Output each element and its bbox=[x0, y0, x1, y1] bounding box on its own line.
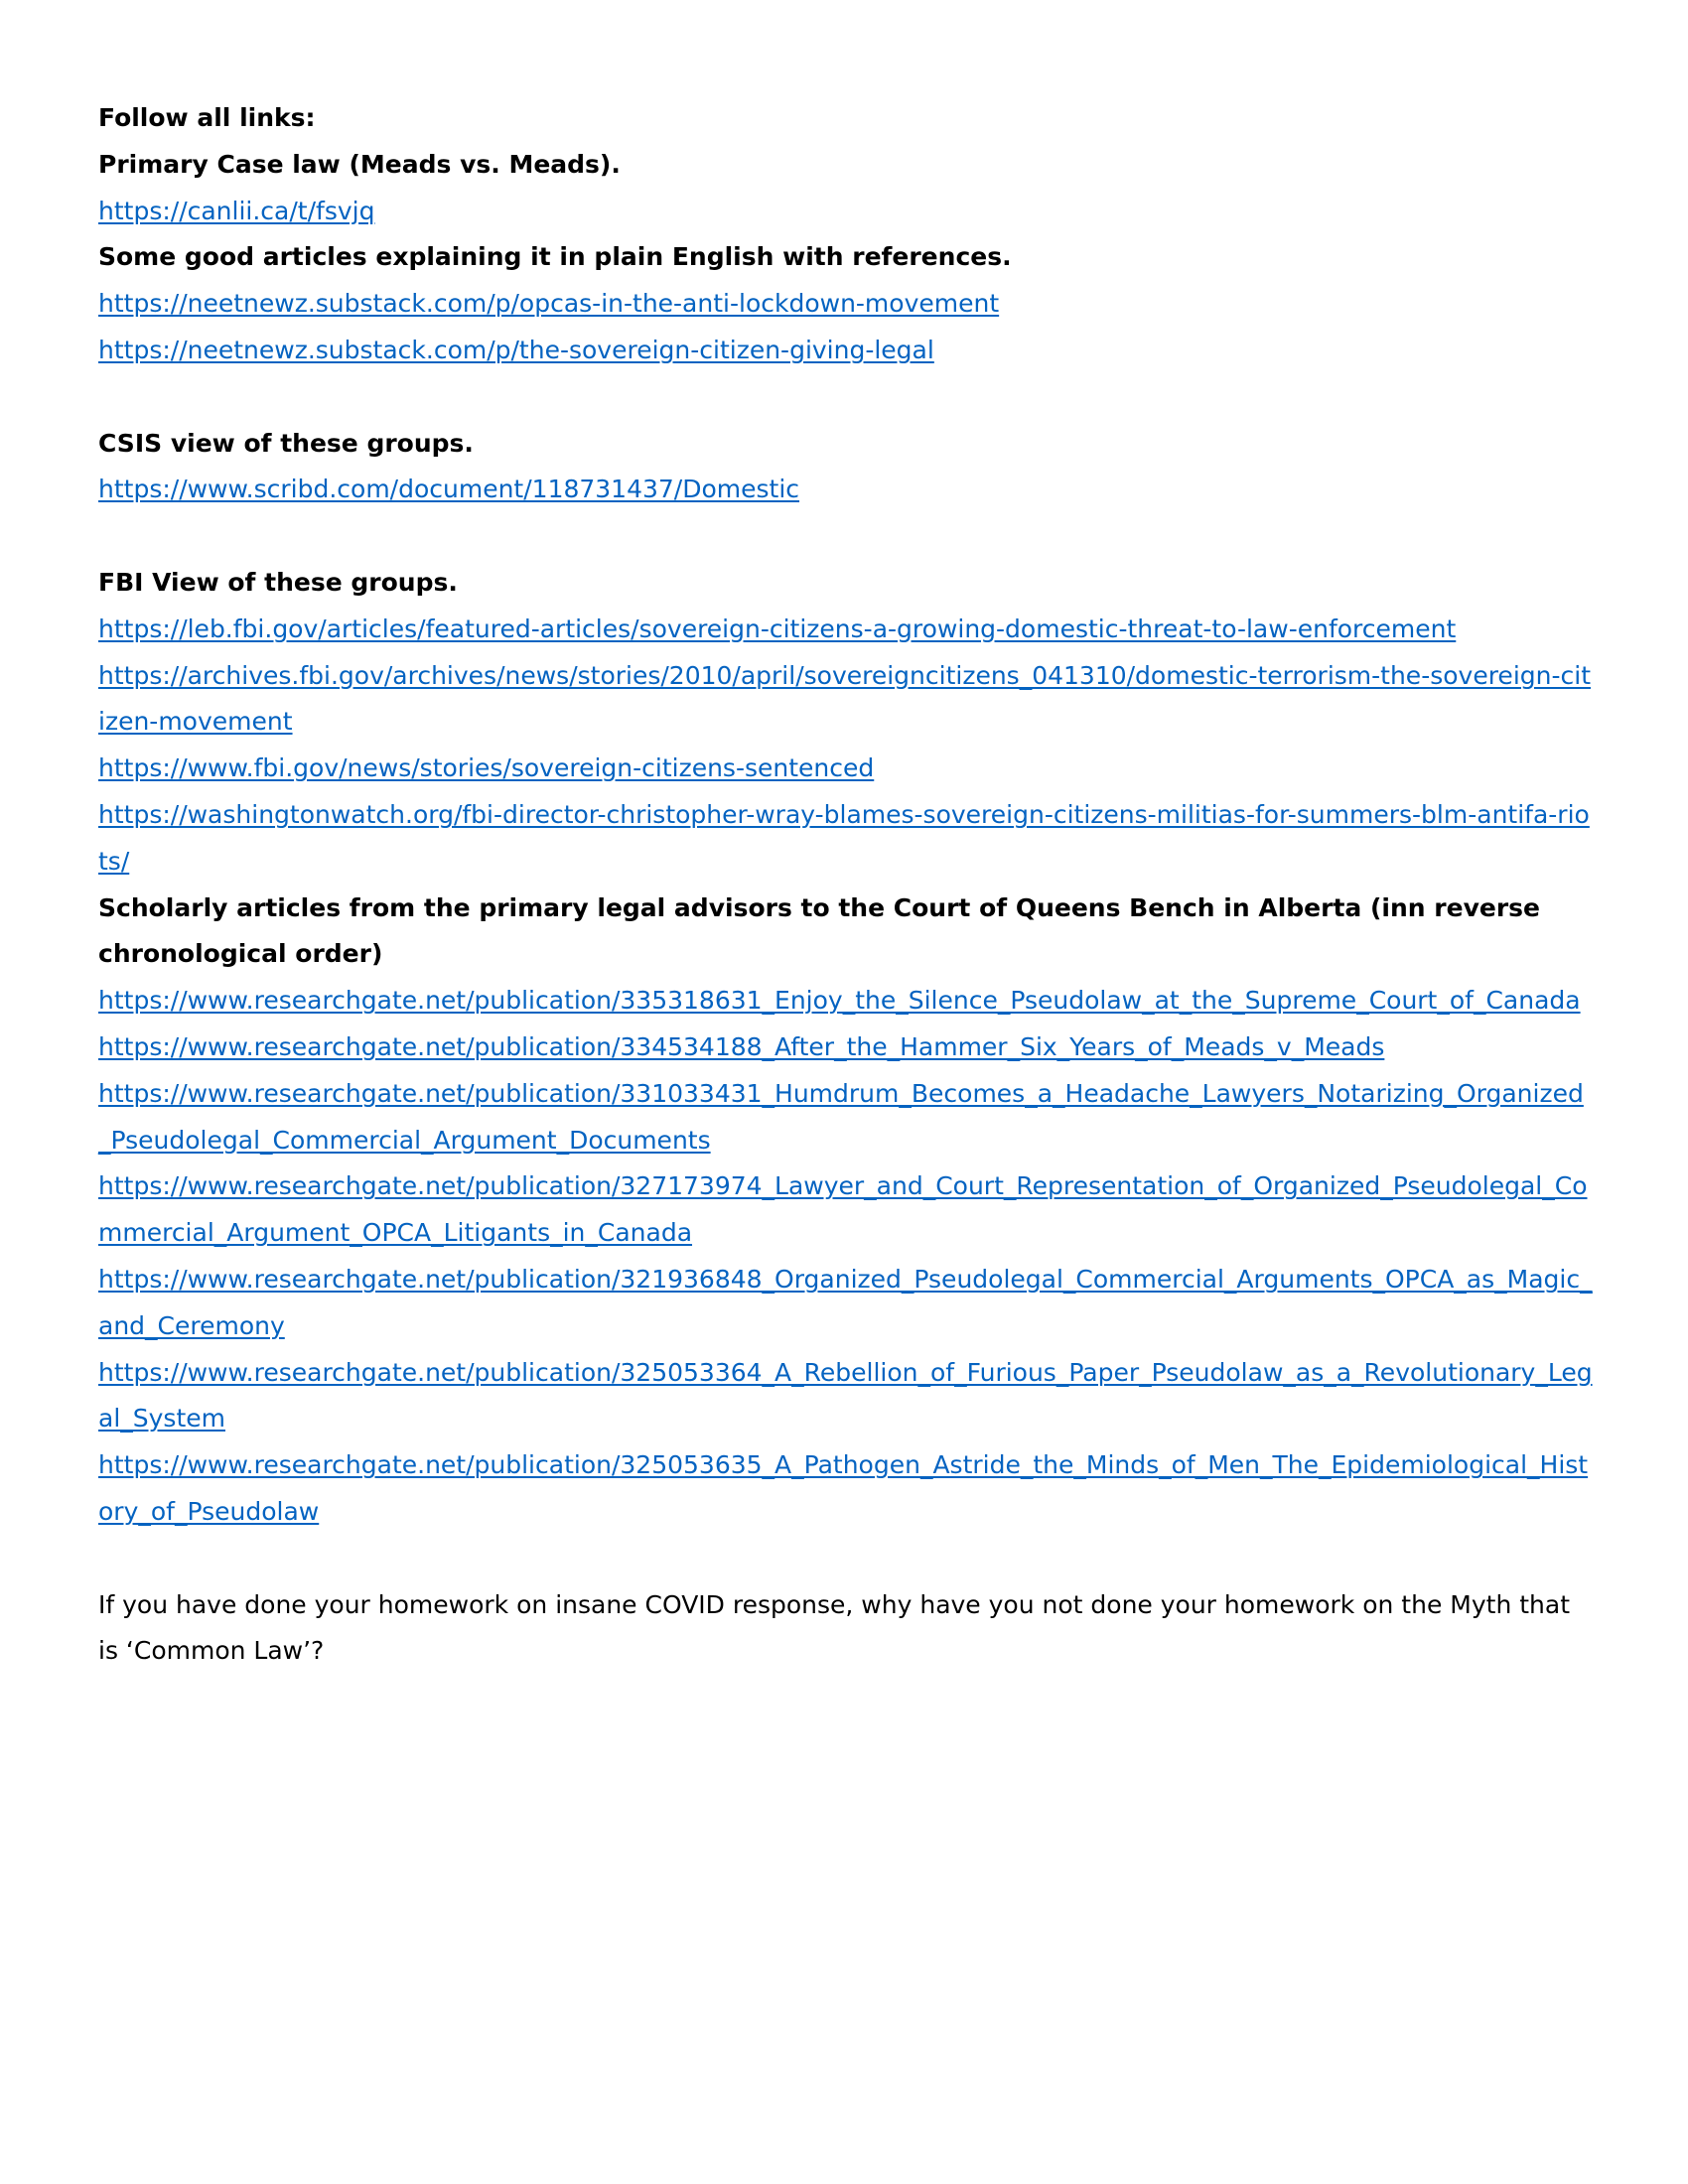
link-fbi-archives[interactable]: https://archives.fbi.gov/archives/news/stories/2010/april/sovereigncitizens_041310/domestic-terrorism-the-sovereign-citizen-movement bbox=[98, 660, 1591, 737]
blank-line bbox=[98, 513, 1593, 560]
link-researchgate-after-the-hammer[interactable]: https://www.researchgate.net/publication/334534188_After_the_Hammer_Six_Years_of_Meads_v_Meads bbox=[98, 1031, 1385, 1061]
heading-follow-links: Follow all links: bbox=[98, 103, 316, 132]
heading-fbi-view: FBI View of these groups. bbox=[98, 567, 458, 597]
blank-line bbox=[98, 374, 1593, 421]
link-washingtonwatch[interactable]: https://washingtonwatch.org/fbi-director-christopher-wray-blames-sovereign-citizens-militias-for-summers-blm-antifa-riots/ bbox=[98, 799, 1590, 876]
heading-primary-case-law: Primary Case law (Meads vs. Meads). bbox=[98, 149, 621, 179]
link-researchgate-rebellion[interactable]: https://www.researchgate.net/publication/325053364_A_Rebellion_of_Furious_Paper_Pseudolaw_as_a_Revolutionary_Legal_System bbox=[98, 1357, 1593, 1433]
link-neetnewz-sovereign[interactable]: https://neetnewz.substack.com/p/the-sovereign-citizen-giving-legal bbox=[98, 335, 934, 364]
heading-scholarly-articles: Scholarly articles from the primary legal advisors to the Court of Queens Bench in Alberta (inn reverse chronological order) bbox=[98, 892, 1540, 969]
link-canlii-meads[interactable]: https://canlii.ca/t/fsvjq bbox=[98, 196, 375, 225]
link-researchgate-magic-ceremony[interactable]: https://www.researchgate.net/publication/321936848_Organized_Pseudolegal_Commercial_Arguments_OPCA_as_Magic_and_Ceremony bbox=[98, 1264, 1593, 1340]
link-researchgate-lawyer-court[interactable]: https://www.researchgate.net/publication/327173974_Lawyer_and_Court_Representation_of_Organized_Pseudolegal_Commercial_Argument_OPCA_Litigants_in_Canada bbox=[98, 1171, 1588, 1248]
closing-paragraph: If you have done your homework on insane COVID response, why have you not done your homework on the Myth that is ‘Common Law’? bbox=[98, 1589, 1571, 1666]
link-researchgate-humdrum[interactable]: https://www.researchgate.net/publication/331033431_Humdrum_Becomes_a_Headache_Lawyers_Notarizing_Organized_Pseudolegal_Commercial_Argument_Documents bbox=[98, 1078, 1584, 1155]
document-page bbox=[98, 95, 1593, 1675]
link-scribd-csis[interactable]: https://www.scribd.com/document/118731437/Domestic bbox=[98, 475, 800, 504]
heading-plain-english-articles: Some good articles explaining it in plain English with references. bbox=[98, 242, 1012, 272]
link-researchgate-pathogen[interactable]: https://www.researchgate.net/publication/325053635_A_Pathogen_Astride_the_Minds_of_Men_The_Epidemiological_History_of_Pseudolaw bbox=[98, 1450, 1589, 1526]
link-fbi-sentenced[interactable]: https://www.fbi.gov/news/stories/sovereign-citizens-sentenced bbox=[98, 753, 875, 783]
blank-line bbox=[98, 1536, 1593, 1582]
heading-csis-view: CSIS view of these groups. bbox=[98, 428, 474, 458]
link-neetnewz-opcas[interactable]: https://neetnewz.substack.com/p/opcas-in-the-anti-lockdown-movement bbox=[98, 289, 1000, 319]
link-researchgate-enjoy-the-silence[interactable]: https://www.researchgate.net/publication/335318631_Enjoy_the_Silence_Pseudolaw_at_the_Supreme_Court_of_Canada bbox=[98, 986, 1581, 1016]
link-fbi-leb[interactable]: https://leb.fbi.gov/articles/featured-articles/sovereign-citizens-a-growing-domestic-threat-to-law-enforcement bbox=[98, 614, 1457, 643]
